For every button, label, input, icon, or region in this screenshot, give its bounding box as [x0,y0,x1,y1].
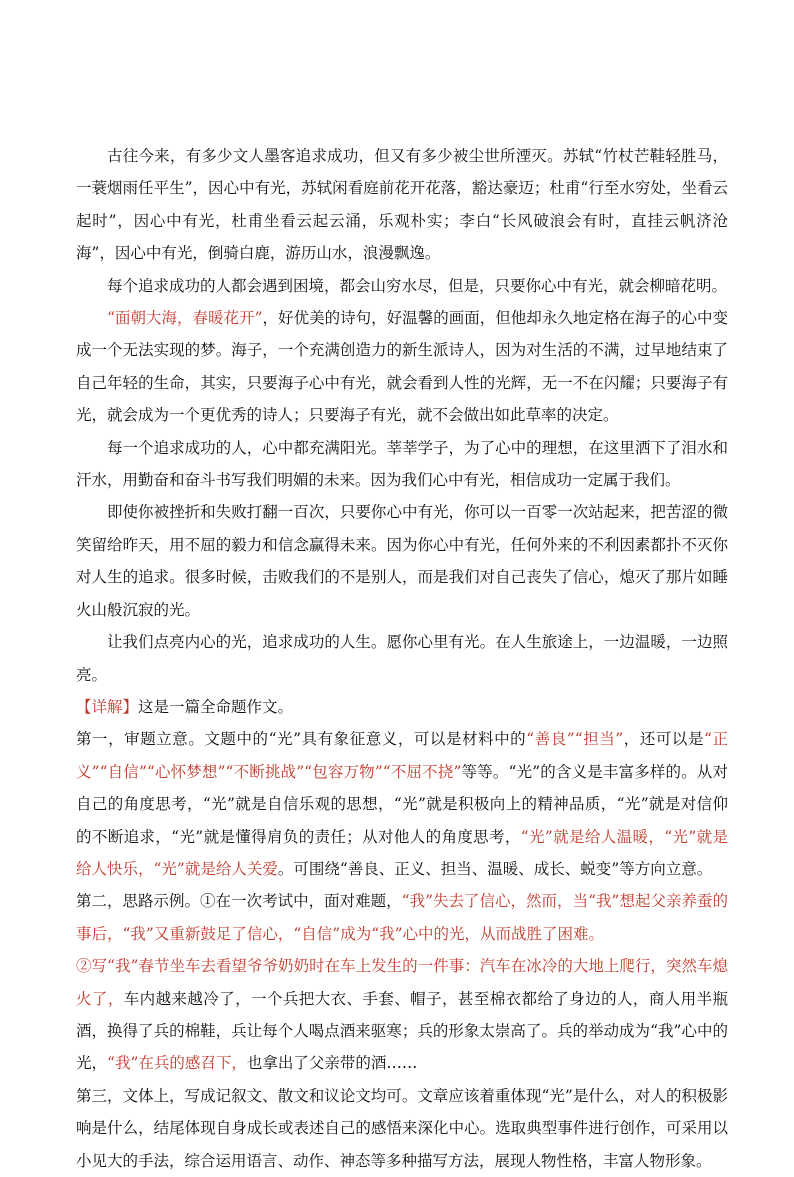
highlight-text: “光”就是给人温暖，“光”就是给人快乐，“光”就是给人关爱 [76,827,728,878]
essay-paragraph-1: 古往今来，有多少文人墨客追求成功，但又有多少被尘世所湮灭。苏轼“竹杖芒鞋轻胜马，一蓑烟雨任平生”，因心中有光，苏轼闲看庭前花开花落，豁达豪迈；杜甫“行至水穷处，坐看云起时”，因心中有光，杜甫坐看云起云涌，乐观朴实；李白“长风破浪会有时，直挂云帆济沧海”，因心中有光，倒骑白鹿，游历山水，浪漫飘逸。 [76,147,728,263]
essay-paragraph-4: 每一个追求成功的人，心中都充满阳光。莘莘学子，为了心中的理想，在这里洒下了泪水和汗水，用勤奋和奋斗书写我们明媚的未来。因为我们心中有光，相信成功一定属于我们。 [76,438,728,490]
highlight-text: “我”失去了信心，然而，当“我”想起父亲养蚕的事后，“我”又重新鼓足了信心， [76,892,728,943]
analysis-text: ，还可以是 [623,730,705,749]
highlight-text: “我”在兵的感召下， [107,1054,247,1073]
analysis-text: 车内越来越冷了，一个兵把大衣、手套、帽子，甚至棉衣都给了身边的人，商人用半瓶酒，换得了兵的棉鞋，兵让每个人喝点酒来驱寒；兵的形象太崇高了。兵的举动成为“我”心中的光， [76,989,728,1073]
analysis-text: 第二，思路示例。①在一次考试中，面对难题， [76,892,402,911]
analysis-text: 也拿出了父亲带的酒…… [246,1054,418,1073]
analysis-text: 等等。“光”的含义是丰富多样的。从对自己的角度思考，“光”就是自信乐观的思想，“光”就是积极向上的精神品质，“光”就是对信仰的不断追求，“光”就是懂得肩负的责任；从对他人的角度思考， [76,762,728,846]
essay-paragraph-2: 每个追求成功的人都会遇到困境，都会山穷水尽，但是，只要你心中有光，就会柳暗花明。 [107,276,728,295]
analysis-text: 第一，审题立意。文题中的“光”具有象征意义，可以是材料中的 [76,730,527,749]
essay-paragraph-5: 即使你被挫折和失败打翻一百次，只要你心中有光，你可以一百零一次站起来，把苦涩的微笑留给昨天，用不屈的毅力和信念赢得未来。因为你心中有光，任何外来的不利因素都扑不灭你对人生的追求。很多时候，击败我们的不是别人，而是我们对自己丧失了信心，熄灭了那片如睡火山般沉寂的光。 [76,503,728,619]
poem-quote: “面朝大海，春暖花开” [107,309,263,328]
analysis-point-2 [76,885,728,950]
analysis-point-1 [76,723,728,885]
analysis-intro [76,691,728,723]
highlight-text: “正义”“自信”“心怀梦想”“不断挑战”“包容万物”“不屈不挠” [76,730,728,781]
analysis-point-3: 第三，文体上，写成记叙文、散文和议论文均可。文章应该着重体现“光”是什么，对人的积极影响是什么，结尾体现自身成长或表述自己的感悟来深化中心。选取典型事件进行创作，可采用以小见大的手法，综合运用语言、动作、神态等多种描写方法，展现人物性格，丰富人物形象。 [76,1086,728,1170]
analysis-label: 【详解】 [76,697,139,716]
analysis-text: 。可围绕“善良、正义、担当、温暖、成长、蜕变”等方向立意。 [277,859,713,878]
essay-paragraph-3 [76,302,728,432]
highlight-text: “善良”“担当” [526,730,624,749]
analysis-point-2-example-2 [76,950,728,1080]
essay-paragraph-3-text: ，好优美的诗句，好温馨的画面，但他却永久地定格在海子的心中变成一个无法实现的梦。海子，一个充满创造力的新生派诗人，因为对生活的不满，过早地结束了自己年轻的生命，其实，只要海子心中有光，就会看到人性的光辉，无一不在闪耀；只要海子有光，就会成为一个更优秀的诗人；只要海子有光，就不会做出如此草率的决定。 [76,309,728,425]
highlight-text: ②写“我”春节坐车去看望爷爷奶奶时在车上发生的一件事：汽车在冰冷的大地上爬行，突然车熄火了， [76,957,728,1008]
essay-paragraph-6: 让我们点亮内心的光，追求成功的人生。愿你心里有光。在人生旅途上，一边温暖，一边照亮。 [76,633,728,684]
highlight-text: “自信”成为“我”心中的光，从而战胜了困难。 [293,924,605,943]
analysis-intro-text: 这是一篇全命题作文。 [138,697,294,716]
document-page [76,140,728,1177]
